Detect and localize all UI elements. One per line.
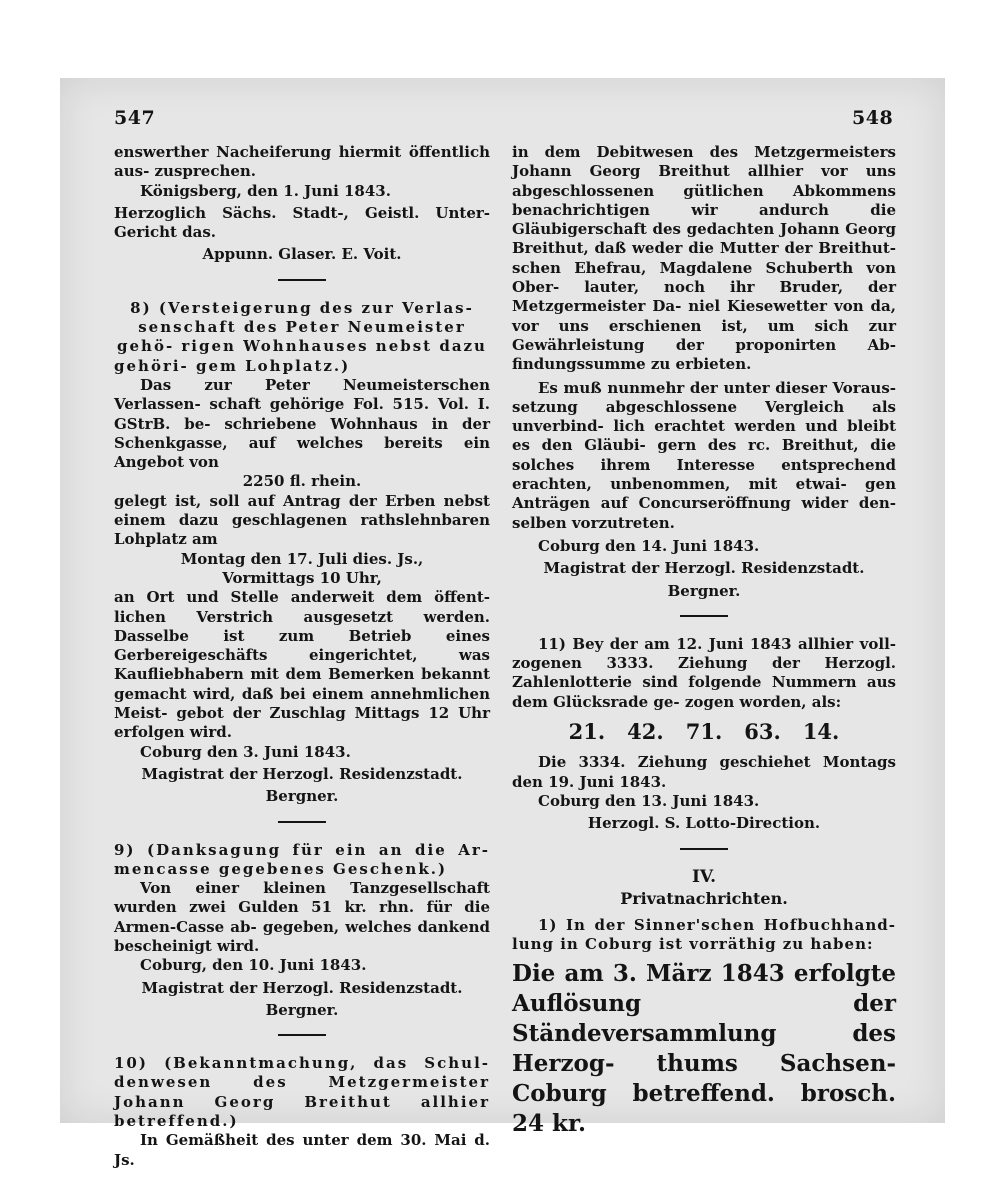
notice-10-place-date: Coburg den 14. Juni 1843. [538,536,760,555]
section-number: IV. [691,866,717,887]
notice-10-title: 10) (Bekanntmachung, das Schul- denwesen des Metzgermeister Johann Georg Breithut allhier betreffend.) [114,1054,490,1131]
divider [278,1034,326,1036]
intro-text: enswerther Nacheiferung hiermit öffentlich aus- zusprechen. [114,143,490,181]
divider [278,821,326,823]
lottery-number: 71. [685,719,723,745]
advertisement-text: 1) In der Sinner'schen Hofbuchhand- lung in Coburg ist vorräthig zu haben: [512,916,896,954]
notice-9-title: 9) (Danksagung für ein an die Ar- mencasse gegebenes Geschenk.) [114,840,490,878]
page-number-right: 548 [852,107,894,129]
right-column [512,143,896,1139]
divider [680,615,728,617]
signers: Appunn. Glaser. E. Voit. [202,245,402,264]
notice-8-amount: 2250 fl. rhein. [242,472,362,491]
divider [680,848,728,850]
notice-8-place-date: Coburg den 3. Juni 1843. [140,742,351,761]
lottery-number: 21. [568,719,606,745]
advertisement-title: Die am 3. März 1843 erfolgte Auflösung der Ständeversammlung des Herzog- thums Sachsen-Coburg betreffend. brosch. 24 kr. [512,959,896,1137]
notice-8-authority: Magistrat der Herzogl. Residenzstadt. [141,764,463,783]
place-date: Königsberg, den 1. Juni 1843. [140,181,391,200]
notice-8-text: an Ort und Stelle anderweit dem öffent- lichen Verstrich ausgesetzt werden. Dasselbe ist zum Betrieb eines Gerbereigeschäfts eingerichtet, was Kaufliebhabern mit dem Bemerken bekannt gemacht wird, daß bei einem annehmlichen Meist- gebot der Zuschlag Mittags 12 Uhr erfolgen wird. [114,588,490,742]
notice-8-time: Vormittags 10 Uhr, [222,568,382,587]
lottery-numbers [512,719,896,745]
notice-8-text: Das zur Peter Neumeisterschen Verlassen- schaft gehörige Fol. 515. Vol. I. GStrB. be- schriebene Wohnhaus in der Schenkgasse, auf welches bereits ein Angebot von [114,375,490,472]
notice-10-continuation: Es muß nunmehr der unter dieser Voraus- setzung abgeschlossene Vergleich als unverbind- lich erachtet werden und bleibt es den Gläubi- gern des rc. Breithut, die solches ihrem Interesse entsprechend erachten, unbenommen, mit etwai- gen Anträgen auf Concurseröffnung wider den- selben vorzutreten. [512,378,896,532]
lottery-number: 14. [802,719,840,745]
section-title: Privatnachrichten. [620,888,788,908]
notice-11-place-date: Coburg den 13. Juni 1843. [538,791,760,810]
notice-8-signer: Bergner. [265,787,339,806]
notice-8-date: Montag den 17. Juli dies. Js., [180,549,424,568]
divider [278,279,326,281]
notice-10-text: In Gemäßheit des unter dem 30. Mai d. Js. [114,1131,490,1169]
left-column [114,143,490,1170]
notice-10-continuation: in dem Debitwesen des Metzgermeisters Johann Georg Breithut allhier vor uns abgeschlossenen gütlichen Abkommens benachrichtigen wir andurch die Gläubigerschaft des gedachten Johann Georg Breithut, daß weder die Mutter der Breithut- schen Ehefrau, Magdalene Schuberth von Ober- lauter, noch ihr Bruder, der Metzgermeister Da- niel Kiesewetter von da, vor uns erschienen ist, um sich zur Gewährleistung der proponirten Ab- findungssumme zu erbieten. [512,143,896,374]
notice-10-signer: Bergner. [667,581,741,600]
lottery-number: 42. [627,719,664,745]
notice-8-text: gelegt ist, soll auf Antrag der Erben nebst einem dazu geschlagenen rathslehnbaren Lohplatz am [114,491,490,549]
notice-9-signer: Bergner. [265,1000,339,1019]
lottery-number: 63. [744,719,781,745]
notice-9-authority: Magistrat der Herzogl. Residenzstadt. [141,978,463,997]
notice-11-next-drawing: Die 3334. Ziehung geschiehet Montags den 19. Juni 1843. [512,753,896,791]
notice-8-title: 8) (Versteigerung des zur Verlas- senschaft des Peter Neumeister gehö- rigen Wohnhauses nebst dazu gehöri- gem Lohplatz.) [114,298,487,375]
notice-11-text: 11) Bey der am 12. Juni 1843 allhier voll- zogenen 3333. Ziehung der Herzogl. Zahlenlotterie sind folgende Nummern aus dem Glücksrade ge- zogen worden, als: [512,634,896,711]
notice-9-place-date: Coburg, den 10. Juni 1843. [140,956,367,975]
page-number-left: 547 [114,107,156,129]
notice-9-text: Von einer kleinen Tanzgesellschaft wurden zwei Gulden 51 kr. rhn. für die Armen-Casse ab- gegeben, welches dankend bescheinigt wird. [114,879,490,955]
court-name: Herzoglich Sächs. Stadt-, Geistl. Unter-Gericht das. [114,203,490,242]
notice-11-authority: Herzogl. S. Lotto-Direction. [587,814,821,833]
notice-10-authority: Magistrat der Herzogl. Residenzstadt. [543,559,865,578]
